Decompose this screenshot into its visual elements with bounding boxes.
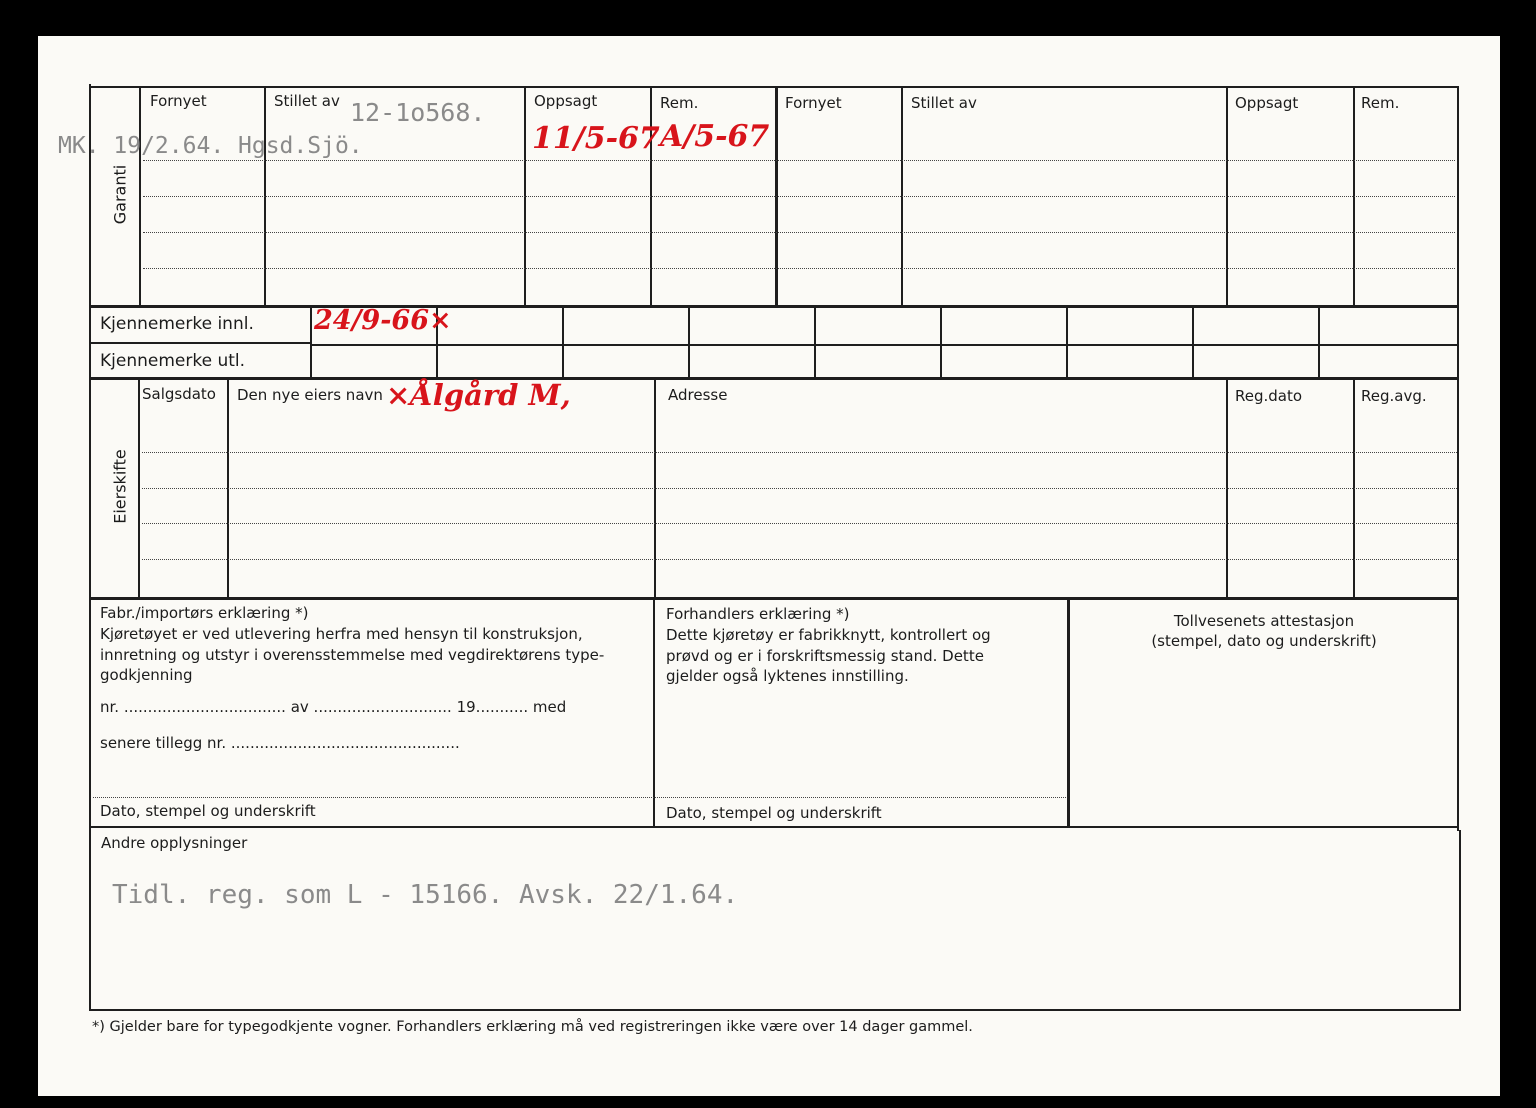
garanti-header-fornyet-2: Fornyet bbox=[785, 94, 842, 112]
forhandler-signature-label: Dato, stempel og underskrift bbox=[666, 804, 882, 822]
kjennemerke-col-divider bbox=[1318, 307, 1320, 379]
fabr-nr-line: nr. .................................. av ............................. 19........... med bbox=[100, 698, 567, 716]
kjennemerke-col-divider bbox=[1192, 307, 1194, 379]
kjennemerke-col-divider bbox=[1066, 307, 1068, 379]
declarations-bottom-border bbox=[89, 826, 1459, 828]
handwritten-oppsagt-date: 11/5-67 bbox=[532, 121, 660, 156]
kjennemerke-mid-line bbox=[89, 342, 311, 344]
registration-card bbox=[38, 36, 1500, 1096]
handwritten-kjennemerke-date: 24/9-66× bbox=[314, 305, 452, 336]
eierskifte-header-reg-dato: Reg.dato bbox=[1235, 387, 1303, 405]
eierskifte-side-label: Eierskifte bbox=[110, 449, 130, 524]
garanti-dotted-line bbox=[143, 268, 1455, 269]
garanti-header-fornyet: Fornyet bbox=[150, 92, 207, 110]
kjennemerke-innl-label: Kjennemerke innl. bbox=[100, 314, 254, 334]
garanti-header-oppsagt-2: Oppsagt bbox=[1235, 94, 1299, 112]
typed-garanti-line: MK. 19/2.64. Hgsd.Sjö. bbox=[58, 133, 363, 159]
frame-right-border-lower bbox=[1459, 830, 1461, 1011]
garanti-col-divider bbox=[139, 86, 141, 306]
forhandler-line-1: Dette kjøretøy er fabrikknytt, kontrollert og bbox=[666, 626, 991, 644]
kjennemerke-col-divider bbox=[562, 307, 564, 379]
frame-right-border bbox=[1457, 86, 1459, 831]
declarations-top-border bbox=[89, 597, 1459, 600]
declarations-divider-left bbox=[653, 599, 655, 828]
fabr-senere-line: senere tillegg nr. ................................................ bbox=[100, 734, 460, 752]
kjennemerke-col-divider bbox=[310, 307, 312, 379]
garanti-header-oppsagt: Oppsagt bbox=[534, 92, 598, 110]
kjennemerke-utl-label: Kjennemerke utl. bbox=[100, 351, 246, 371]
eierskifte-header-salgsdato: Salgsdato bbox=[142, 385, 216, 403]
eierskifte-header-navn: Den nye eiers navn bbox=[237, 386, 383, 404]
toll-subheading: (stempel, dato og underskrift) bbox=[1151, 632, 1377, 650]
frame-bottom-border bbox=[89, 1009, 1461, 1011]
garanti-dotted-line bbox=[143, 232, 1455, 233]
kjennemerke-col-divider bbox=[688, 307, 690, 379]
fabr-signature-label: Dato, stempel og underskrift bbox=[100, 802, 316, 820]
garanti-dotted-line bbox=[143, 196, 1455, 197]
kjennemerke-col-divider bbox=[814, 307, 816, 379]
eierskifte-header-reg-avg: Reg.avg. bbox=[1361, 387, 1427, 405]
frame-left-border bbox=[89, 84, 91, 1011]
forhandler-line-3: gjelder også lyktenes innstilling. bbox=[666, 667, 909, 685]
fabr-line-1: Kjøretøyet er ved utlevering herfra med hensyn til konstruksjon, bbox=[100, 625, 583, 643]
fabr-line-2: innretning og utstyr i overensstemmelse med vegdirektørens type- bbox=[100, 646, 605, 664]
toll-heading: Tollvesenets attestasjon bbox=[1173, 612, 1355, 630]
eierskifte-dotted-line bbox=[142, 559, 1457, 560]
garanti-dotted-line bbox=[143, 160, 1455, 161]
typed-andre-opplysninger: Tidl. reg. som L - 15166. Avsk. 22/1.64. bbox=[112, 880, 739, 910]
kjennemerke-col-divider bbox=[940, 307, 942, 379]
andre-opplysninger-label: Andre opplysninger bbox=[101, 834, 248, 852]
garanti-side-label: Garanti bbox=[110, 164, 130, 225]
garanti-header-stillet-av-2: Stillet av bbox=[911, 94, 977, 112]
handwritten-rem-date: A/5-67 bbox=[660, 119, 770, 154]
fabr-line-3: godkjenning bbox=[100, 666, 193, 684]
declarations-divider-right bbox=[1067, 599, 1070, 828]
eierskifte-col-divider bbox=[138, 379, 140, 598]
eierskifte-dotted-line bbox=[142, 523, 1457, 524]
kjennemerke-bottom-border bbox=[89, 377, 1459, 380]
eierskifte-dotted-line bbox=[142, 488, 1457, 489]
handwritten-new-owner: ×Ålgård M, bbox=[386, 378, 571, 412]
eierskifte-header-adresse: Adresse bbox=[668, 386, 728, 404]
eierskifte-dotted-line bbox=[142, 452, 1457, 453]
forhandler-heading: Forhandlers erklæring *) bbox=[666, 605, 850, 623]
kjennemerke-top-border bbox=[89, 305, 1459, 308]
kjennemerke-mid-line bbox=[311, 344, 1457, 346]
frame-top-border bbox=[89, 86, 1459, 88]
forhandler-line-2: prøvd og er i forskriftsmessig stand. Dette bbox=[666, 647, 984, 665]
typed-stillet-number: 12-1o568. bbox=[350, 98, 486, 127]
footnote: *) Gjelder bare for typegodkjente vogner. Forhandlers erklæring må ved registreringen ikke være over 14 dager gammel. bbox=[92, 1019, 973, 1035]
garanti-header-rem-2: Rem. bbox=[1361, 94, 1400, 112]
garanti-header-stillet-av: Stillet av bbox=[274, 92, 340, 110]
declarations-signature-line bbox=[93, 797, 1066, 798]
fabr-heading: Fabr./importørs erklæring *) bbox=[100, 604, 309, 622]
garanti-header-rem: Rem. bbox=[660, 94, 699, 112]
